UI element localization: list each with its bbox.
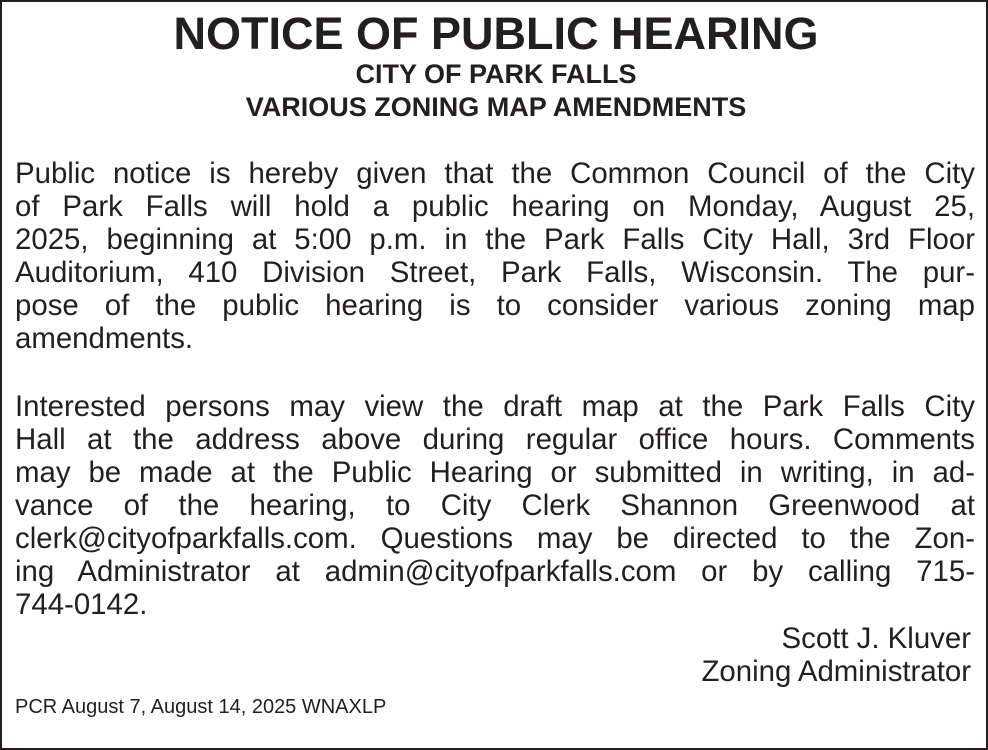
signature-role: Zoning Administrator — [701, 655, 971, 688]
paragraph-line: Public notice is hereby given that the Common Council of the City — [15, 157, 975, 190]
notice-subtitle-city: CITY OF PARK FALLS — [355, 59, 637, 89]
paragraph-line: pose of the public hearing is to consider various zoning map — [15, 289, 975, 322]
paragraph-line: 744-0142. — [15, 588, 148, 621]
publication-footer: PCR August 7, August 14, 2025 WNAXLP — [15, 696, 387, 718]
paragraph-line: may be made at the Public Hearing or submitted in writing, in ad- — [15, 456, 975, 489]
paragraph-line: amendments. — [15, 322, 194, 355]
paragraph-line: 2025, beginning at 5:00 p.m. in the Park Falls City Hall, 3rd Floor — [15, 223, 975, 256]
paragraph-line: Auditorium, 410 Division Street, Park Falls, Wisconsin. The pur- — [15, 256, 975, 289]
paragraph-line: vance of the hearing, to City Clerk Shannon Greenwood at — [15, 489, 975, 522]
paragraph-line: clerk@cityofparkfalls.com. Questions may be directed to the Zon- — [15, 522, 975, 555]
notice-subtitle-topic: VARIOUS ZONING MAP AMENDMENTS — [245, 92, 747, 122]
paragraph-line: Interested persons may view the draft map at the Park Falls City — [15, 390, 975, 423]
signature-name: Scott J. Kluver — [781, 622, 971, 655]
notice-title: NOTICE OF PUBLIC HEARING — [173, 8, 819, 59]
paragraph-line: Hall at the address above during regular office hours. Comments — [15, 423, 975, 456]
paragraph-line: ing Administrator at admin@cityofparkfalls.com or by calling 715- — [15, 555, 975, 588]
paragraph-line: of Park Falls will hold a public hearing on Monday, August 25, — [15, 190, 975, 223]
